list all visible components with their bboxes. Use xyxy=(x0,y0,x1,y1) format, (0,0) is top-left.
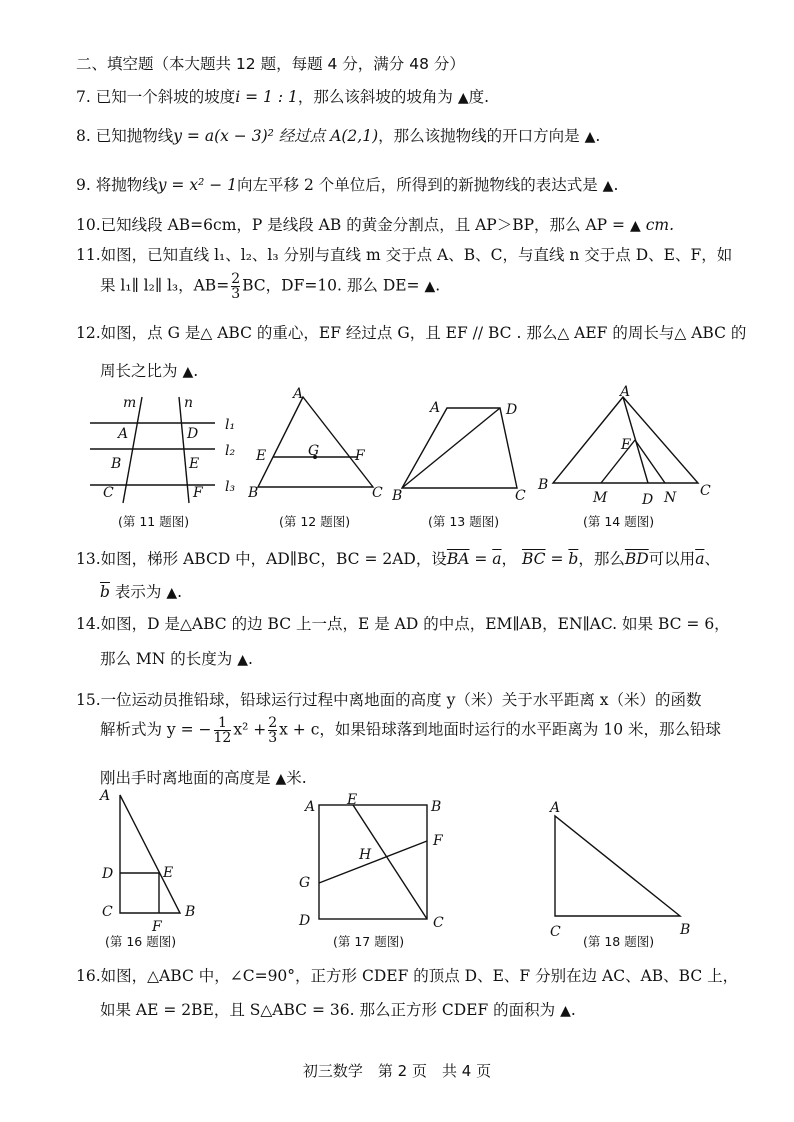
svg-text:l₁: l₁ xyxy=(225,417,236,433)
svg-text:m: m xyxy=(123,395,137,411)
question-15-line3: 刚出手时离地面的高度是 ▲米. xyxy=(100,769,307,787)
svg-text:C: C xyxy=(102,904,113,920)
answer-mark: ▲ xyxy=(602,178,614,194)
answer-mark: ▲ xyxy=(166,585,178,601)
svg-text:A: A xyxy=(550,800,561,816)
svg-text:D: D xyxy=(642,492,654,508)
svg-text:D: D xyxy=(187,426,199,442)
question-13-line1: 13.如图，梯形 ABCD 中，AD∥BC，BC = 2AD，设$\overline{BA} = \overline{a}$， $\overline{BC} = \overline{b}$，那么$\overline{BD}$可以用$\overline{a}$、 xyxy=(76,550,720,568)
svg-text:C: C xyxy=(550,924,561,940)
svg-text:E: E xyxy=(347,793,358,808)
svg-text:E: E xyxy=(256,448,267,464)
svg-text:B: B xyxy=(680,922,691,938)
figure-12 xyxy=(248,385,388,510)
svg-text:H: H xyxy=(359,847,372,863)
caption-figure-16: (第 16 题图) xyxy=(105,934,177,949)
figure-18 xyxy=(540,796,710,941)
svg-text:D: D xyxy=(102,866,114,882)
svg-text:D: D xyxy=(299,913,311,929)
question-11-line2: 果 l₁∥ l₂∥ l₃，AB= $\frac{2}{3}$ BC，DF=10. 那么 DE= ▲. xyxy=(100,271,441,302)
question-7: 7. 已知一个斜坡的坡度i = 1 : 1，那么该斜坡的坡角为 ▲度. xyxy=(76,88,490,106)
svg-text:B: B xyxy=(392,488,403,504)
svg-text:C: C xyxy=(103,485,114,501)
svg-text:A: A xyxy=(620,385,631,400)
answer-mark: ▲ xyxy=(560,1003,571,1019)
question-9: 9. 将抛物线y = x² − 1向左平移 2 个单位后，所得到的新抛物线的表达式是 ▲. xyxy=(76,176,619,194)
question-16-line2: 如果 AE = 2BE，且 S△ABC = 36. 那么正方形 CDEF 的面积为 ▲. xyxy=(100,1001,576,1019)
svg-text:D: D xyxy=(506,402,518,418)
svg-text:B: B xyxy=(431,799,442,815)
section-title: 二、填空题（本大题共 12 题，每题 4 分，满分 48 分） xyxy=(76,55,465,73)
svg-text:B: B xyxy=(185,904,196,920)
question-11-line1: 11.如图，已知直线 l₁、l₂、l₃ 分别与直线 m 交于点 A、B、C，与直线 n 交于点 D、E、F，如 xyxy=(76,246,733,264)
svg-text:G: G xyxy=(308,443,320,459)
question-14-line1: 14.如图，D 是△ABC 的边 BC 上一点，E 是 AD 的中点，EM∥AB，EN∥AC. 如果 BC = 6， xyxy=(76,615,730,633)
svg-text:F: F xyxy=(433,833,443,849)
svg-text:M: M xyxy=(593,490,608,506)
svg-text:l₂: l₂ xyxy=(225,443,236,459)
question-10: 10.已知线段 AB=6cm，P 是线段 AB 的黄金分割点，且 AP＞BP，那么 AP = ▲ cm. xyxy=(76,216,674,234)
figure-13 xyxy=(392,392,542,510)
question-16-line1: 16.如图，△ABC 中，∠C=90°，正方形 CDEF 的顶点 D、E、F 分别在边 AC、AB、BC 上， xyxy=(76,967,739,985)
svg-text:E: E xyxy=(189,456,200,472)
svg-text:A: A xyxy=(305,799,316,815)
svg-text:E: E xyxy=(621,437,632,453)
svg-text:C: C xyxy=(515,488,526,504)
answer-mark: ▲ xyxy=(629,218,641,234)
caption-figure-14: (第 14 题图) xyxy=(583,514,655,529)
svg-text:F: F xyxy=(355,448,365,464)
svg-text:B: B xyxy=(538,477,549,493)
question-12-line1: 12.如图，点 G 是△ ABC 的重心，EF 经过点 G，且 EF // BC . 那么△ AEF 的周长与△ ABC 的 xyxy=(76,324,747,342)
svg-text:l₃: l₃ xyxy=(225,479,236,495)
answer-mark: ▲ xyxy=(275,771,287,787)
question-13-line2: $\overline{b}$ 表示为 ▲. xyxy=(100,583,183,601)
question-12-line2: 周长之比为 ▲. xyxy=(100,362,199,380)
question-8: 8. 已知抛物线y = a(x − 3)² 经过点 A(2,1)，那么该抛物线的开口方向是 ▲. xyxy=(76,127,601,145)
fraction: $\frac{2}{3}$ xyxy=(231,271,241,302)
answer-mark: ▲ xyxy=(237,652,249,668)
answer-mark: ▲ xyxy=(584,129,596,145)
fraction: $\frac{1}{12}$ xyxy=(213,715,232,746)
caption-figure-18: (第 18 题图) xyxy=(583,934,655,949)
caption-figure-13: (第 13 题图) xyxy=(428,514,500,529)
figure-17 xyxy=(295,793,455,933)
svg-text:A: A xyxy=(100,788,111,804)
svg-text:A: A xyxy=(293,386,304,402)
fraction: $\frac{2}{3}$ xyxy=(268,715,278,746)
caption-figure-11: (第 11 题图) xyxy=(118,514,190,529)
answer-mark: ▲ xyxy=(424,278,436,295)
figure-16 xyxy=(95,783,215,933)
answer-mark: ▲ xyxy=(182,364,194,380)
svg-text:G: G xyxy=(299,875,311,891)
svg-text:N: N xyxy=(664,490,677,506)
question-15-line1: 15.一位运动员推铅球，铅球运行过程中离地面的高度 y（米）关于水平距离 x（米）的函数 xyxy=(76,691,702,709)
svg-text:B: B xyxy=(111,456,122,472)
svg-text:C: C xyxy=(433,915,444,931)
svg-text:A: A xyxy=(430,400,441,416)
svg-text:n: n xyxy=(184,395,194,411)
caption-figure-12: (第 12 题图) xyxy=(279,514,351,529)
answer-mark: ▲ xyxy=(457,90,469,106)
figure-11 xyxy=(85,385,245,510)
svg-text:F: F xyxy=(152,919,162,933)
question-15-line2: 解析式为 y = − $\frac{1}{12}$ x² + $\frac{2}{3}$ x + c，如果铅球落到地面时运行的水平距离为 10 米，那么铅球 xyxy=(100,715,721,746)
svg-text:E: E xyxy=(163,865,174,881)
figure-14 xyxy=(533,385,723,510)
svg-text:B: B xyxy=(248,485,259,501)
question-14-line2: 那么 MN 的长度为 ▲. xyxy=(100,650,253,668)
svg-text:A: A xyxy=(118,426,129,442)
svg-text:C: C xyxy=(700,483,711,499)
page-footer: 初三数学 第 2 页 共 4 页 xyxy=(302,1062,492,1080)
svg-text:F: F xyxy=(193,485,203,501)
caption-figure-17: (第 17 题图) xyxy=(333,934,405,949)
svg-text:C: C xyxy=(372,485,383,501)
